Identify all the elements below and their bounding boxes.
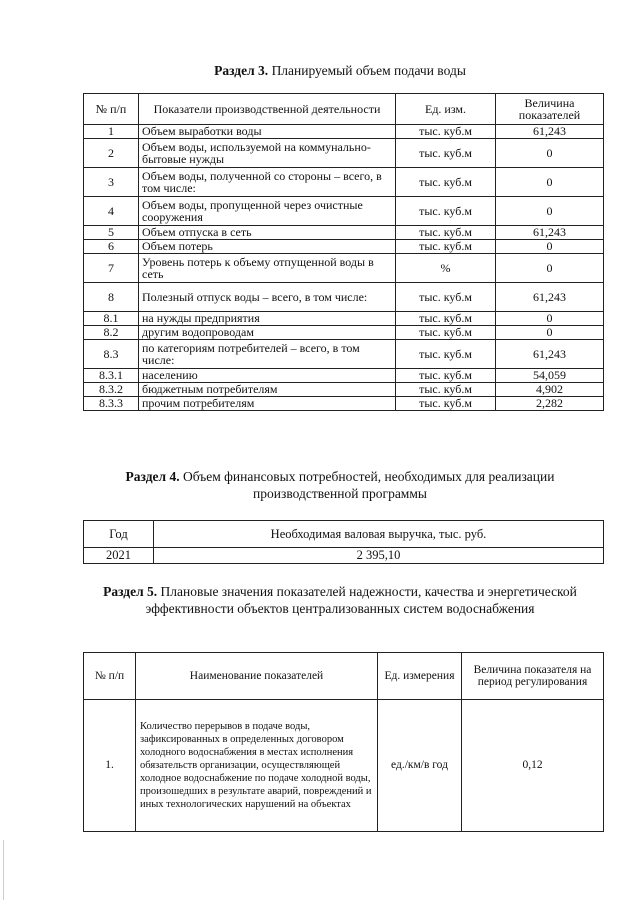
header-indicator: Показатели производственной деятельности [139, 94, 396, 125]
cell-revenue: 2 395,10 [154, 548, 604, 564]
table-row [84, 240, 604, 254]
cell-indicator: по категориям потребителей – всего, в том числе: [139, 340, 396, 369]
cell-value: 0 [496, 240, 604, 254]
cell-unit: тыс. куб.м [396, 340, 496, 369]
cell-indicator: Объем воды, используемой на коммунально-бытовые нужды [139, 139, 396, 168]
water-supply-table [83, 93, 604, 411]
cell-unit: тыс. куб.м [396, 283, 496, 312]
cell-year: 2021 [84, 548, 154, 564]
cell-number: 8.3.2 [84, 383, 139, 397]
cell-value: 0 [496, 168, 604, 197]
cell-number: 2 [84, 139, 139, 168]
cell-value: 0 [496, 326, 604, 340]
header-unit: Ед. изм. [396, 94, 496, 125]
table-row [84, 139, 604, 168]
cell-value: 61,243 [496, 283, 604, 312]
section3-number: Раздел 3. [214, 63, 269, 78]
table-row [84, 383, 604, 397]
table-row [84, 226, 604, 240]
cell-unit: тыс. куб.м [396, 326, 496, 340]
header-unit: Ед. измерения [378, 653, 462, 700]
cell-indicator: Объем воды, полученной со стороны – всего, в том числе: [139, 168, 396, 197]
section4-heading [80, 468, 600, 502]
cell-value: 2,282 [496, 397, 604, 411]
cell-indicator: прочим потребителям [139, 397, 396, 411]
cell-value: 61,243 [496, 340, 604, 369]
section4-number: Раздел 4. [125, 469, 180, 484]
cell-value: 0,12 [462, 700, 604, 832]
cell-number: 8.3 [84, 340, 139, 369]
cell-unit: % [396, 254, 496, 283]
cell-number: 8 [84, 283, 139, 312]
table-row [84, 168, 604, 197]
cell-value: 61,243 [496, 125, 604, 139]
header-number: № п/п [84, 94, 139, 125]
cell-indicator: Объем воды, пропущенной через очистные сооружения [139, 197, 396, 226]
header-value: Величина показателей [496, 94, 604, 125]
cell-indicator: Объем отпуска в сеть [139, 226, 396, 240]
section5-heading [80, 583, 600, 617]
cell-indicator: населению [139, 369, 396, 383]
cell-value: 0 [496, 139, 604, 168]
table-header-row [84, 521, 604, 548]
cell-unit: тыс. куб.м [396, 312, 496, 326]
cell-indicator: Объем потерь [139, 240, 396, 254]
cell-unit: тыс. куб.м [396, 168, 496, 197]
cell-number: 6 [84, 240, 139, 254]
cell-indicator: Полезный отпуск воды – всего, в том числе: [139, 283, 396, 312]
cell-unit: тыс. куб.м [396, 240, 496, 254]
cell-number: 1 [84, 125, 139, 139]
table-header-row [84, 653, 604, 700]
section4-title: Объем финансовых потребностей, необходимых для реализации производственной программы [182, 469, 555, 501]
cell-value: 0 [496, 312, 604, 326]
table-row [84, 254, 604, 283]
cell-number: 8.3.3 [84, 397, 139, 411]
table-row [84, 326, 604, 340]
cell-value: 0 [496, 197, 604, 226]
header-indicator-name: Наименование показателей [136, 653, 378, 700]
header-revenue: Необходимая валовая выручка, тыс. руб. [154, 521, 604, 548]
cell-unit: тыс. куб.м [396, 397, 496, 411]
table-row [84, 283, 604, 312]
cell-value: 4,902 [496, 383, 604, 397]
cell-unit: тыс. куб.м [396, 226, 496, 240]
cell-number: 8.3.1 [84, 369, 139, 383]
cell-number: 5 [84, 226, 139, 240]
cell-indicator: Объем выработки воды [139, 125, 396, 139]
page-edge-mark [3, 840, 4, 900]
financial-needs-table [83, 520, 604, 564]
cell-unit: тыс. куб.м [396, 125, 496, 139]
cell-unit: тыс. куб.м [396, 197, 496, 226]
reliability-indicators-table [83, 652, 604, 832]
cell-number: 4 [84, 197, 139, 226]
section5-number: Раздел 5. [103, 584, 158, 599]
table-row [84, 397, 604, 411]
section5-title: Плановые значения показателей надежности, качества и энергетической эффективности объектов централизованных систем водоснабжения [145, 584, 577, 616]
section3-title: Планируемый объем подачи воды [271, 63, 466, 78]
table-header-row [84, 94, 604, 125]
header-year: Год [84, 521, 154, 548]
cell-number: 3 [84, 168, 139, 197]
section3-heading [80, 62, 600, 79]
cell-indicator: на нужды предприятия [139, 312, 396, 326]
cell-unit: ед./км/в год [378, 700, 462, 832]
cell-number: 7 [84, 254, 139, 283]
cell-value: 0 [496, 254, 604, 283]
cell-indicator: другим водопроводам [139, 326, 396, 340]
table-row [84, 548, 604, 564]
table-row [84, 340, 604, 369]
cell-number: 8.2 [84, 326, 139, 340]
table-row [84, 700, 604, 832]
table-row [84, 312, 604, 326]
header-number: № п/п [84, 653, 136, 700]
cell-value: 61,243 [496, 226, 604, 240]
cell-number: 1. [84, 700, 136, 832]
table-row [84, 369, 604, 383]
cell-unit: тыс. куб.м [396, 369, 496, 383]
header-period-value: Величина показателя на период регулирования [462, 653, 604, 700]
cell-indicator: бюджетным потребителям [139, 383, 396, 397]
water-supply-table-body [84, 125, 604, 411]
table-row [84, 197, 604, 226]
cell-indicator-name: Количество перерывов в подаче воды, зафиксированных в определенных договором холодного водоснабжения в местах исполнения обязательств организации, осуществляющей холодное водоснабжение по подаче холодной воды, произошедших в результате аварий, повреждений и иных технологических нарушений на объектах [136, 700, 378, 832]
cell-indicator: Уровень потерь к объему отпущенной воды в сеть [139, 254, 396, 283]
table-row [84, 125, 604, 139]
cell-value: 54,059 [496, 369, 604, 383]
cell-unit: тыс. куб.м [396, 383, 496, 397]
cell-unit: тыс. куб.м [396, 139, 496, 168]
cell-number: 8.1 [84, 312, 139, 326]
